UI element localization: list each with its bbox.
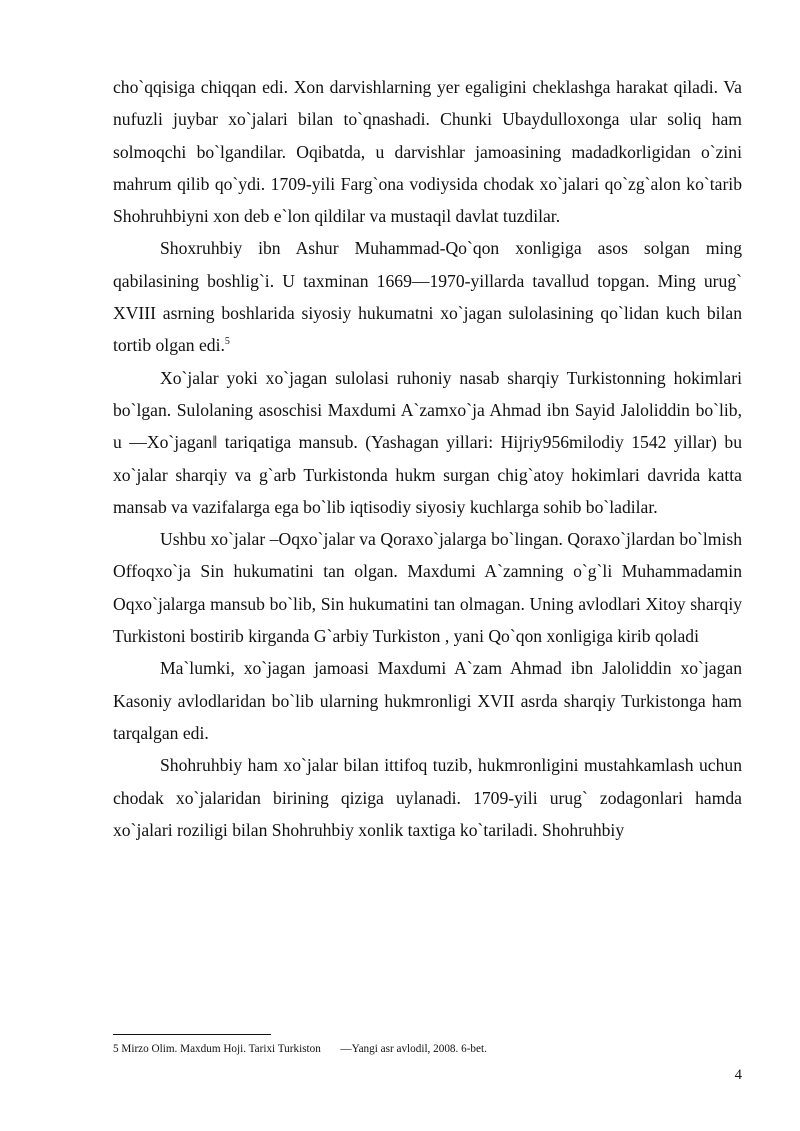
paragraph-3-text: Xo`jalar yoki xo`jagan sulolasi ruhoniy nasab sharqiy Turkistonning hokimlari bo`lgan. Sulolaning asoschisi Maxdumi A`zamxo`ja Ahmad ibn Sayid Jaloliddin bo`lib, u ―Xo`jagan‖ tariqatiga mansub. (Yashagan yillari: Hijriy956milodiy 1542 yillar) bu xo`jalar sharqiy va g`arb Turkistonda hukm surgan chig`atoy hokimlari davrida katta mansab va vazifalarga ega bo`lib iqtisodiy siyosiy kuchlarga sohib bo`ladilar. bbox=[113, 367, 742, 517]
paragraph-5 bbox=[113, 652, 742, 749]
page-number: 4 bbox=[734, 1067, 742, 1083]
paragraph-1-text: cho`qqisiga chiqqan edi. Xon darvishlarning yer egaligini cheklashga harakat qiladi. Va nufuzli juybar xo`jalari bilan to`qnashadi. Chunki Ubaydulloxonga ular soliq ham solmoqchi bo`lgandilar. Oqibatda, u darvishlar jamoasining madadkorligidan o`zini mahrum qilib qo`ydi. 1709-yili Farg`ona vodiysida chodak xo`jalari qo`zg`alon ko`tarib Shohruhbiyni xon deb e`lon qildilar va mustaqil davlat tuzdilar. bbox=[113, 77, 742, 227]
paragraph-6 bbox=[113, 749, 742, 846]
footnote: 5 Mirzo Olim. Maxdum Hoji. Tarixi Turkiston ―Yangi asr avlodil, 2008. 6-bet. bbox=[113, 1043, 487, 1055]
footnote-reference[interactable]: 5 bbox=[224, 336, 230, 348]
paragraph-6-text: Shohruhbiy ham xo`jalar bilan ittifoq tuzib, hukmronligini mustahkamlash uchun chodak xo`jalaridan birining qiziga uylanadi. 1709-yili urug` zodagonlari hamda xo`jalari roziligi bilan Shohruhbiy xonlik taxtiga ko`tariladi. Shohruhbiy bbox=[113, 755, 742, 840]
paragraph-1 bbox=[113, 71, 742, 232]
paragraph-3 bbox=[113, 362, 742, 523]
paragraph-2-text: Shoxruhbiy ibn Ashur Muhammad-Qo`qon xonligiga asos solgan ming qabilasining boshlig`i. U taxminan 1669—1970-yillarda tavallud topgan. Ming urug` XVIII asrning boshlarida siyosiy hukumatni xo`jagan sulolasining qo`lidan kuch bilan tortib olgan edi. bbox=[113, 238, 742, 356]
paragraph-4-text: Ushbu xo`jalar –Oqxo`jalar va Qoraxo`jalarga bo`lingan. Qoraxo`jlardan bo`lmish Offoqxo`ja Sin hukumatini tan olgan. Maxdumi A`zamning o`g`li Muhammadamin Oqxo`jalarga mansub bo`lib, Sin hukumatini tan olmagan. Uning avlodlari Xitoy sharqiy Turkistoni bostirib kirganda G`arbiy Turkiston , yani Qo`qon xonligiga kirib qoladi bbox=[113, 529, 742, 647]
paragraph-5-text: Ma`lumki, xo`jagan jamoasi Maxdumi A`zam Ahmad ibn Jaloliddin xo`jagan Kasoniy avlodlaridan bo`lib ularning hukmronligi XVII asrda sharqiy Turkistonga ham tarqalgan edi. bbox=[113, 658, 742, 743]
paragraph-4 bbox=[113, 523, 742, 652]
body-text bbox=[113, 71, 742, 846]
paragraph-2 bbox=[113, 232, 742, 361]
footnote-separator bbox=[113, 1034, 271, 1035]
